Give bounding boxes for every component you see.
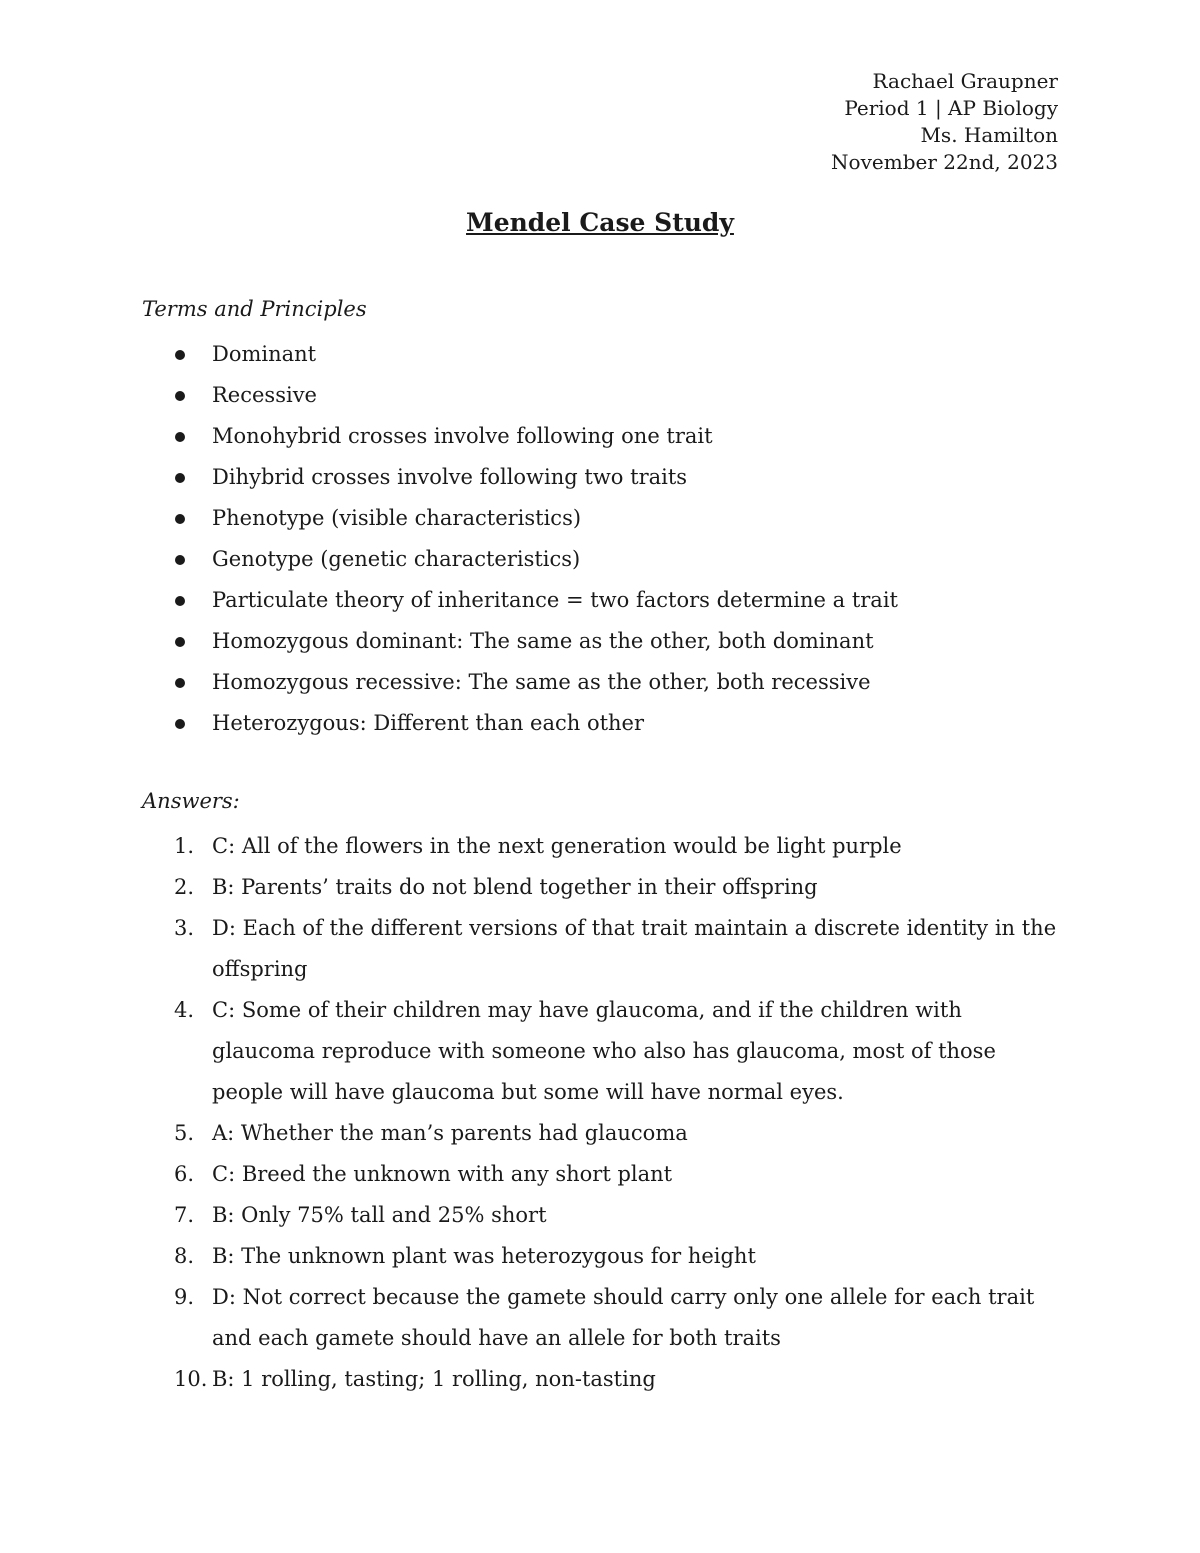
- answer-number: 10.: [174, 1367, 208, 1391]
- term-item: [142, 621, 898, 662]
- class-period: Period 1 | AP Biology: [844, 96, 1058, 120]
- bullet-icon: [175, 637, 185, 647]
- bullet-icon: [175, 555, 185, 565]
- student-name: Rachael Graupner: [872, 69, 1058, 93]
- answers-heading: Answers:: [142, 789, 240, 813]
- terms-heading: Terms and Principles: [142, 297, 367, 321]
- answer-text: A: Whether the man’s parents had glaucoma: [212, 1121, 688, 1145]
- answers-list: [142, 826, 1062, 1400]
- answer-text: C: Breed the unknown with any short plant: [212, 1162, 673, 1186]
- answer-text: B: The unknown plant was heterozygous for height: [212, 1244, 756, 1268]
- answer-number: 8.: [174, 1244, 195, 1268]
- term-text: Phenotype (visible characteristics): [212, 506, 582, 530]
- answer-item: [142, 1277, 1062, 1359]
- answer-item: [142, 826, 1062, 867]
- term-text: Heterozygous: Different than each other: [212, 711, 645, 735]
- answer-text: C: Some of their children may have glaucoma, and if the children with glaucoma reproduce with someone who also has glaucoma, most of those people will have glaucoma but some will have normal eyes.: [212, 998, 996, 1104]
- term-item: [142, 703, 898, 744]
- term-item: [142, 334, 898, 375]
- answer-number: 1.: [174, 834, 195, 858]
- terms-list: [142, 334, 898, 744]
- answer-text: D: Each of the different versions of that trait maintain a discrete identity in the offspring: [212, 916, 1057, 981]
- term-item: [142, 498, 898, 539]
- document-title: Mendel Case Study: [466, 208, 734, 237]
- bullet-icon: [175, 719, 185, 729]
- term-item: [142, 662, 898, 703]
- term-text: Monohybrid crosses involve following one trait: [212, 424, 713, 448]
- answer-text: C: All of the flowers in the next generation would be light purple: [212, 834, 902, 858]
- answer-item: [142, 1236, 1062, 1277]
- answer-item: [142, 1195, 1062, 1236]
- bullet-icon: [175, 514, 185, 524]
- bullet-icon: [175, 596, 185, 606]
- answer-number: 6.: [174, 1162, 195, 1186]
- answer-item: [142, 1113, 1062, 1154]
- term-text: Dihybrid crosses involve following two traits: [212, 465, 688, 489]
- term-text: Genotype (genetic characteristics): [212, 547, 581, 571]
- answer-text: B: 1 rolling, tasting; 1 rolling, non-tasting: [212, 1367, 656, 1391]
- answer-text: B: Parents’ traits do not blend together in their offspring: [212, 875, 818, 899]
- answer-number: 2.: [174, 875, 195, 899]
- header-block: [831, 68, 1058, 176]
- bullet-icon: [175, 350, 185, 360]
- answer-number: 4.: [174, 998, 195, 1022]
- teacher-name: Ms. Hamilton: [920, 123, 1058, 147]
- document-date: November 22nd, 2023: [831, 150, 1058, 174]
- term-text: Recessive: [212, 383, 317, 407]
- answer-number: 9.: [174, 1285, 195, 1309]
- answer-number: 7.: [174, 1203, 195, 1227]
- term-text: Homozygous recessive: The same as the other, both recessive: [212, 670, 871, 694]
- term-item: [142, 416, 898, 457]
- answer-text: D: Not correct because the gamete should carry only one allele for each trait and each gamete should have an allele for both traits: [212, 1285, 1035, 1350]
- answer-text: B: Only 75% tall and 25% short: [212, 1203, 547, 1227]
- bullet-icon: [175, 432, 185, 442]
- answer-number: 3.: [174, 916, 195, 940]
- answer-number: 5.: [174, 1121, 195, 1145]
- answer-item: [142, 867, 1062, 908]
- term-text: Dominant: [212, 342, 317, 366]
- term-item: [142, 539, 898, 580]
- bullet-icon: [175, 473, 185, 483]
- term-item: [142, 457, 898, 498]
- answer-item: [142, 908, 1062, 990]
- term-text: Homozygous dominant: The same as the other, both dominant: [212, 629, 874, 653]
- term-text: Particulate theory of inheritance = two factors determine a trait: [212, 588, 898, 612]
- bullet-icon: [175, 678, 185, 688]
- answer-item: [142, 1154, 1062, 1195]
- bullet-icon: [175, 391, 185, 401]
- answer-item: [142, 1359, 1062, 1400]
- term-item: [142, 375, 898, 416]
- term-item: [142, 580, 898, 621]
- answer-item: [142, 990, 1062, 1113]
